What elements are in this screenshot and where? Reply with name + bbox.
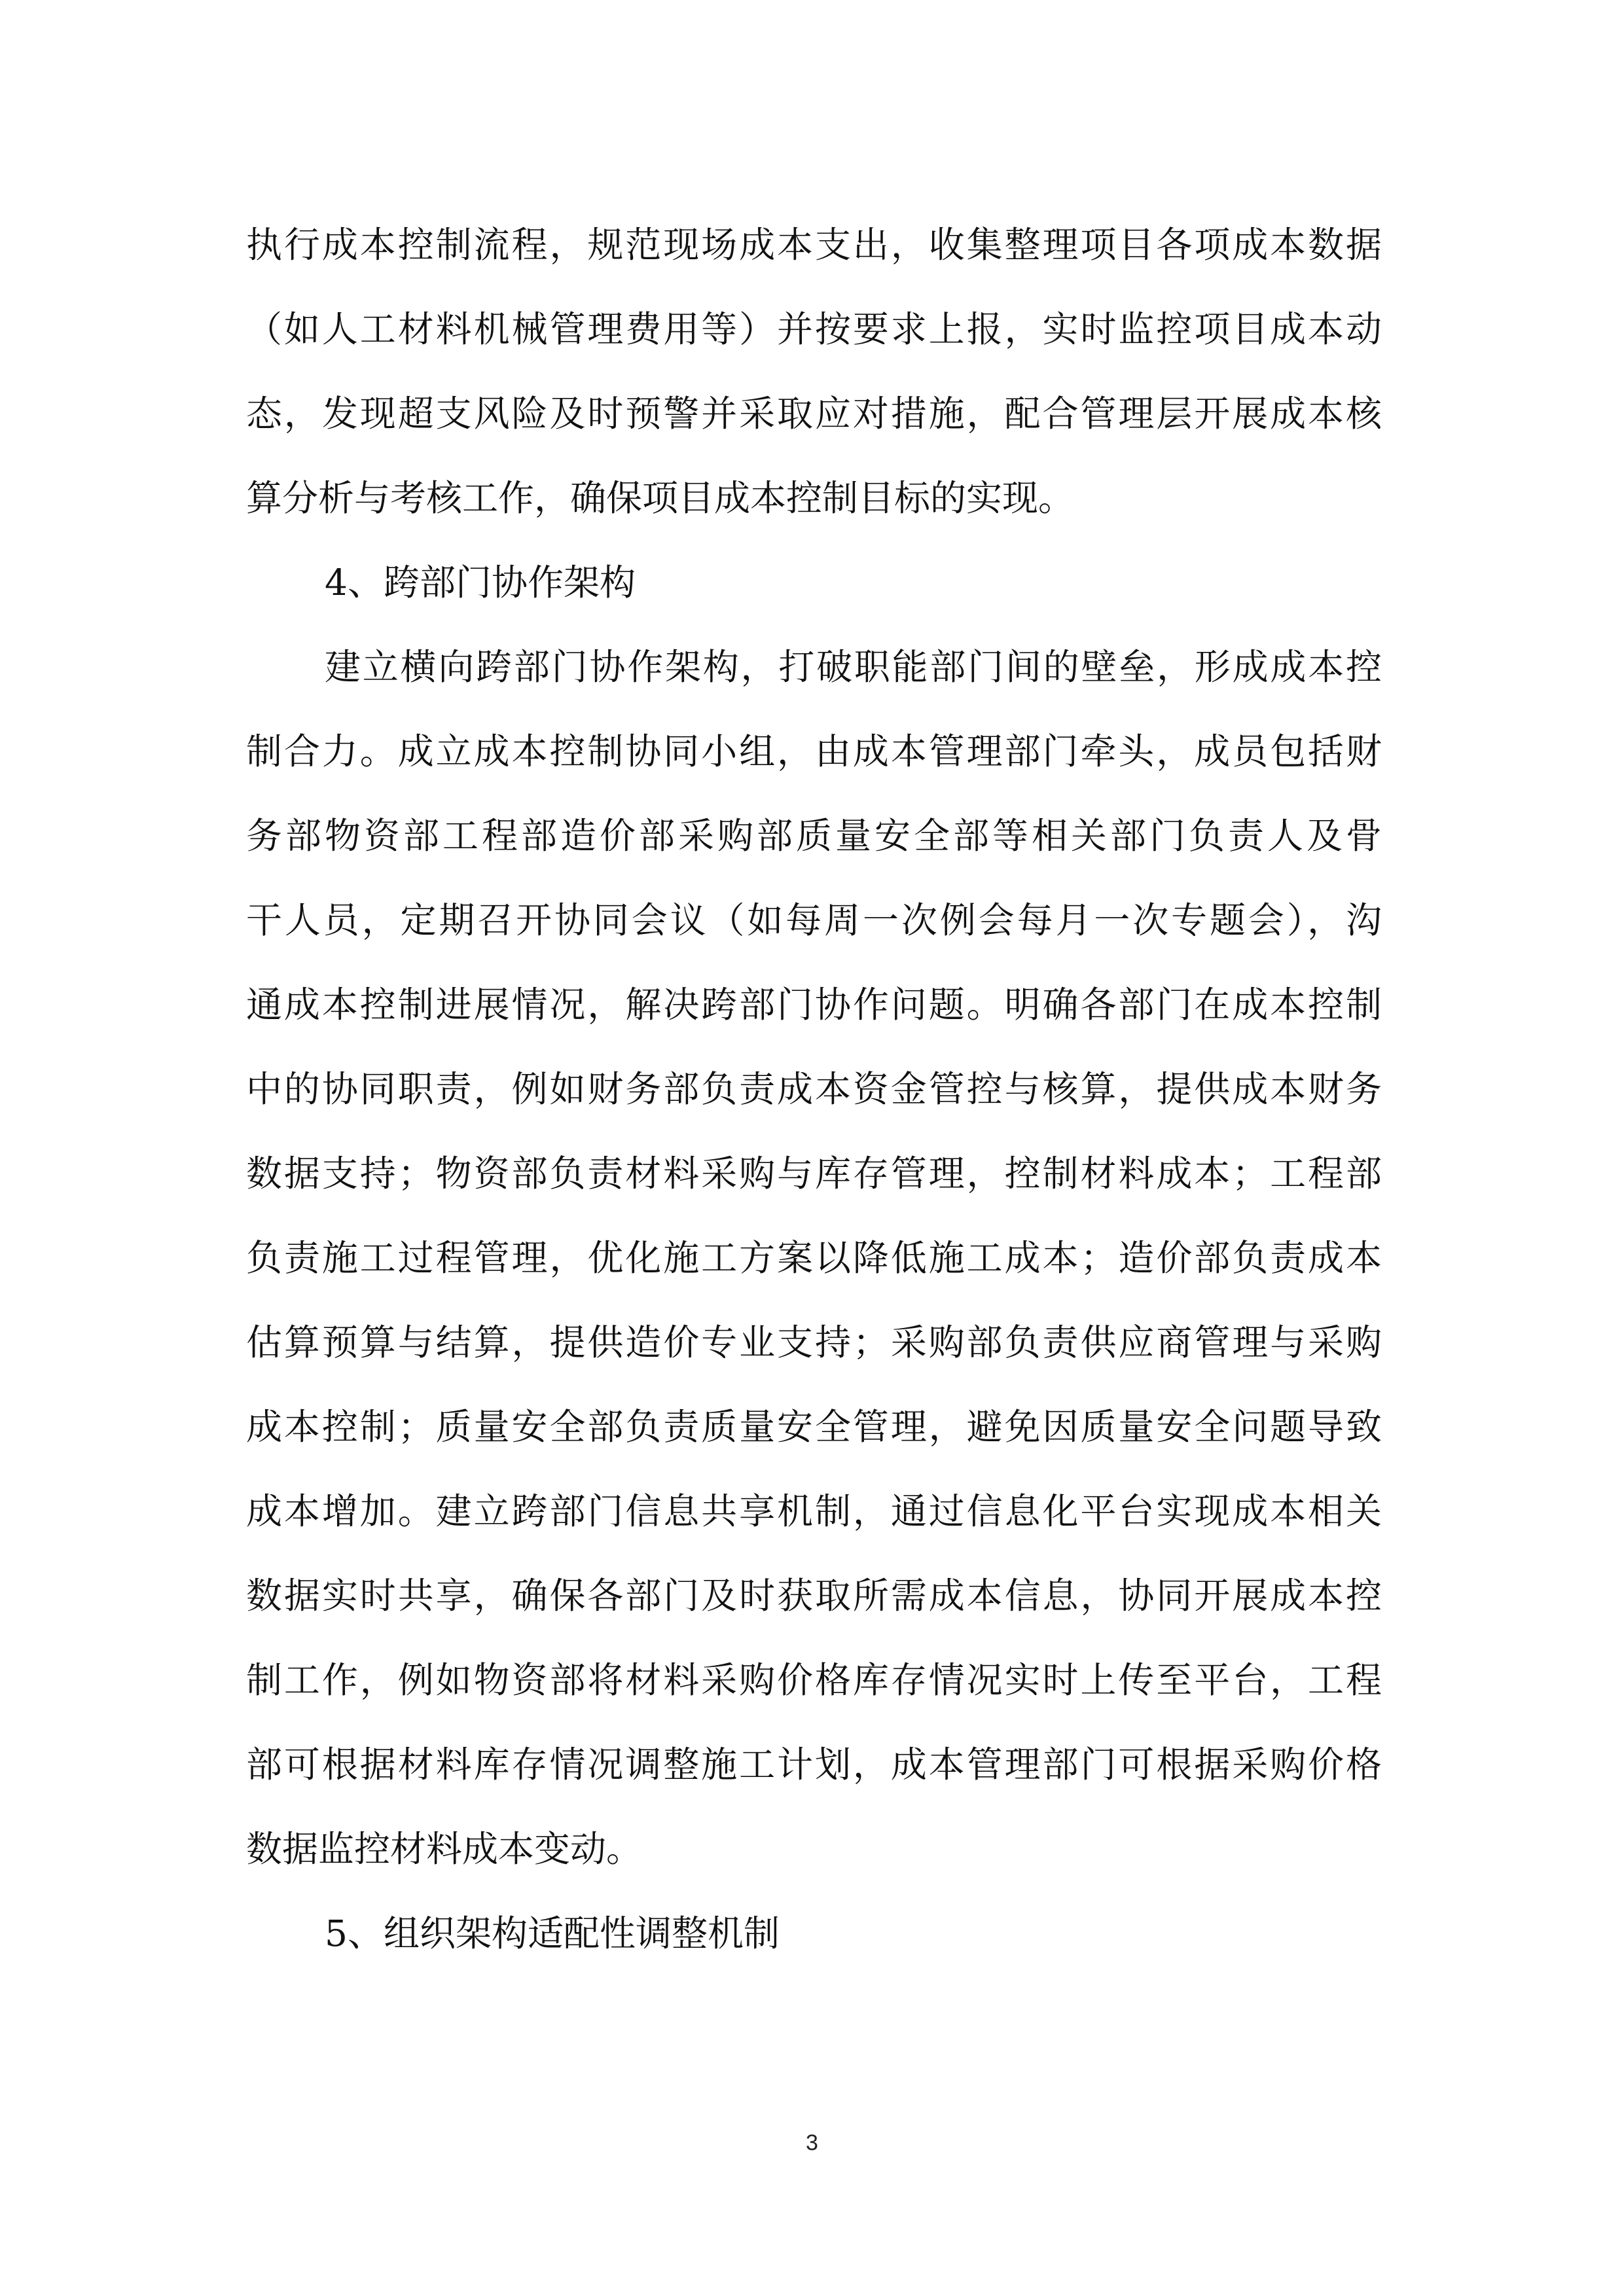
text-line: 数据实时共享，确保各部门及时获取所需成本信息，协同开展成本控 xyxy=(246,1575,1382,1617)
text-line: 数据监控材料成本变动。 xyxy=(246,1828,643,1870)
text-line: 态，发现超支风险及时预警并采取应对措施，配合管理层开展成本核 xyxy=(246,393,1382,435)
text-line: 制工作，例如物资部将材料采购价格库存情况实时上传至平台，工程 xyxy=(246,1659,1382,1701)
text-line: 数据支持；物资部负责材料采购与库存管理，控制材料成本；工程部 xyxy=(246,1153,1382,1194)
text-line: 估算预算与结算，提供造价专业支持；采购部负责供应商管理与采购 xyxy=(246,1321,1382,1363)
text-line: 通成本控制进展情况，解决跨部门协作问题。明确各部门在成本控制 xyxy=(246,984,1382,1026)
text-line: 干人员，定期召开协同会议（如每周一次例会每月一次专题会），沟 xyxy=(246,899,1382,941)
text-line: 制合力。成立成本控制协同小组，由成本管理部门牵头，成员包括财 xyxy=(246,730,1382,772)
text-line: 中的协同职责，例如财务部负责成本资金管控与核算，提供成本财务 xyxy=(246,1068,1382,1110)
text-line: 成本控制；质量安全部负责质量安全管理，避免因质量安全问题导致 xyxy=(246,1406,1382,1448)
text-line: 算分析与考核工作，确保项目成本控制目标的实现。 xyxy=(246,477,1075,519)
section-heading: 4、跨部门协作架构 xyxy=(325,562,636,603)
document-body xyxy=(246,203,1382,1976)
text-line: 成本增加。建立跨部门信息共享机制，通过信息化平台实现成本相关 xyxy=(246,1490,1382,1532)
text-line: 执行成本控制流程，规范现场成本支出，收集整理项目各项成本数据 xyxy=(246,224,1382,266)
page-number: 3 xyxy=(806,2130,818,2155)
text-line: （如人工材料机械管理费用等）并按要求上报，实时监控项目成本动 xyxy=(246,308,1382,350)
text-line: 务部物资部工程部造价部采购部质量安全部等相关部门负责人及骨 xyxy=(246,815,1382,857)
section-heading: 5、组织架构适配性调整机制 xyxy=(325,1912,780,1954)
text-line: 负责施工过程管理，优化施工方案以降低施工成本；造价部负责成本 xyxy=(246,1237,1382,1279)
text-line: 建立横向跨部门协作架构，打破职能部门间的壁垒，形成成本控 xyxy=(325,646,1382,688)
text-line: 部可根据材料库存情况调整施工计划，成本管理部门可根据采购价格 xyxy=(246,1744,1382,1785)
